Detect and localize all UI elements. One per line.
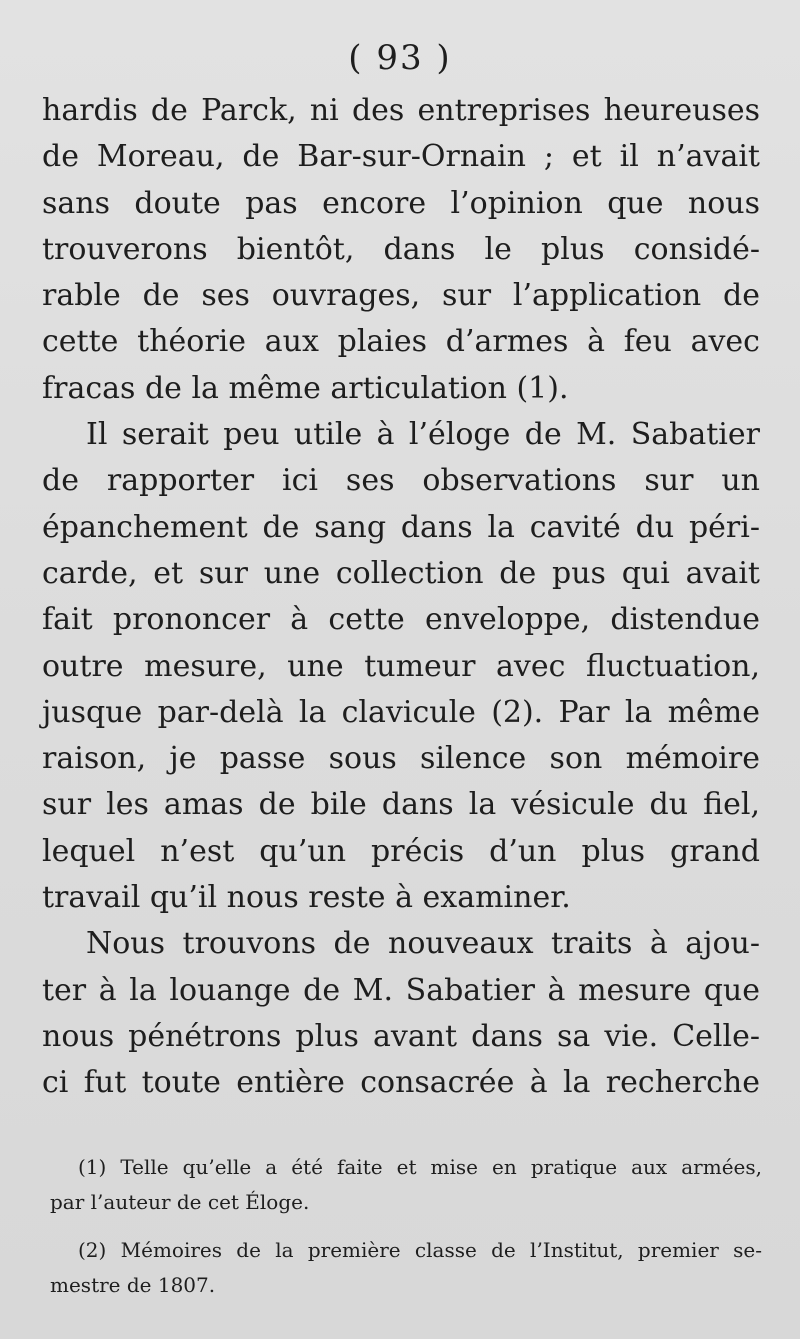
text-line: jusque par-delà la clavicule (2). Par la même [42, 694, 760, 730]
text-line: fait prononcer à cette enveloppe, distendue [42, 602, 760, 638]
text-line: outre mesure, une tumeur avec fluctuation, [42, 648, 760, 684]
text-line: ci fut toute entière consacrée à la recherche [42, 1065, 760, 1101]
text-line: Il serait peu utile à l’éloge de M. Sabatier [86, 417, 760, 453]
text-line: fracas de la même articulation (1). [42, 370, 569, 406]
text-line: carde, et sur une collection de pus qui avait [42, 555, 760, 591]
footnote-line: (2) Mémoires de la première classe de l’Institut, premier se- [78, 1238, 762, 1262]
footnotes [50, 1150, 762, 1303]
text-line: ter à la louange de M. Sabatier à mesure que [42, 972, 760, 1008]
text-line: Nous trouvons de nouveaux traits à ajou- [86, 926, 760, 962]
text-line: trouverons bientôt, dans le plus considé- [42, 231, 760, 267]
main-text [42, 88, 760, 1107]
footnote-line: par l’auteur de cet Éloge. [50, 1190, 310, 1214]
text-line: sans doute pas encore l’opinion que nous [42, 185, 760, 221]
text-line: sur les amas de bile dans la vésicule du fiel, [42, 787, 760, 823]
page-number: ( 93 ) [348, 38, 452, 78]
footnote-line: mestre de 1807. [50, 1273, 216, 1297]
text-line: de Moreau, de Bar-sur-Ornain ; et il n’avait [42, 139, 760, 175]
text-line: lequel n’est qu’un précis d’un plus grand [42, 833, 760, 869]
text-line: cette théorie aux plaies d’armes à feu avec [42, 324, 760, 360]
text-line: raison, je passe sous silence son mémoire [42, 741, 760, 777]
text-line: nous pénétrons plus avant dans sa vie. Celle- [42, 1018, 760, 1054]
text-line: rable de ses ouvrages, sur l’application de [42, 278, 760, 314]
text-line: épanchement de sang dans la cavité du péri- [42, 509, 760, 545]
text-line: hardis de Parck, ni des entreprises heureuses [42, 93, 760, 128]
text-line: travail qu’il nous reste à examiner. [42, 880, 571, 916]
footnote-line: (1) Telle qu’elle a été faite et mise en pratique aux armées, [78, 1155, 762, 1179]
text-line: de rapporter ici ses observations sur un [42, 463, 760, 499]
